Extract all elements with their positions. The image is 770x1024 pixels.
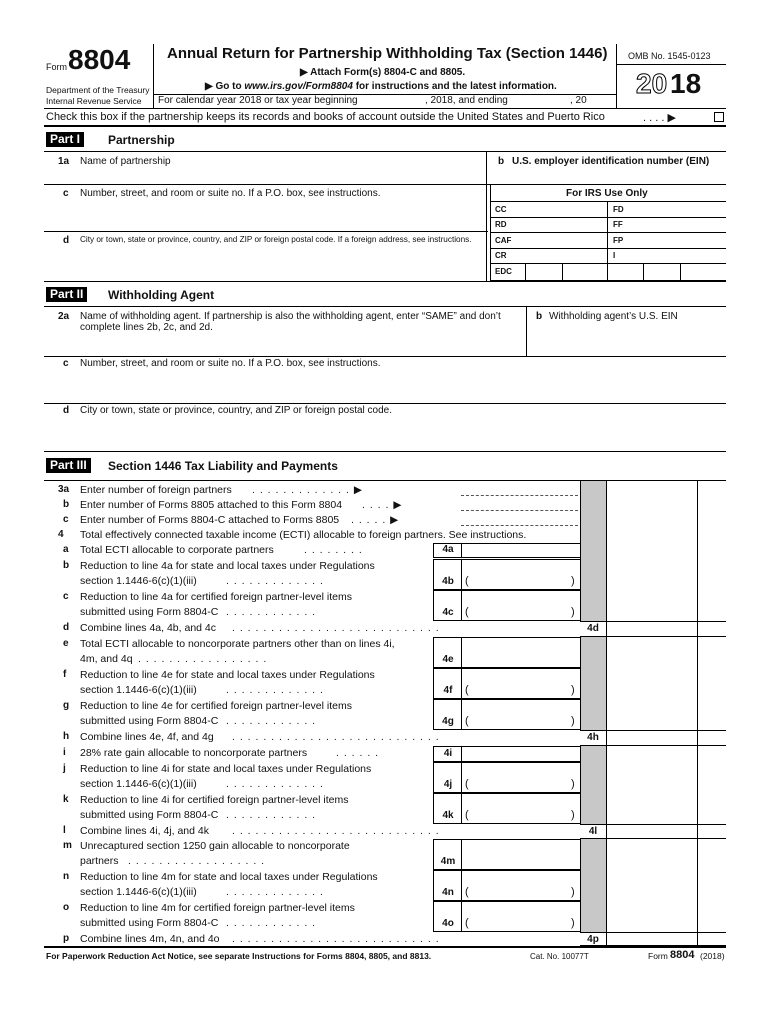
total-amount-field[interactable] [607, 932, 726, 946]
line-2d-label: City or town, state or province, country, and ZIP or foreign postal code. [80, 405, 393, 416]
line-box-divider [461, 839, 462, 870]
part1-title: Partnership [108, 133, 175, 147]
total-box-label: 4h [587, 732, 599, 743]
part1-row2-rule [44, 231, 488, 232]
irs-cr: CR [495, 251, 507, 260]
line-number: i [63, 747, 66, 758]
close-paren: ) [571, 715, 575, 727]
withholding-agent-name-field[interactable] [78, 334, 522, 354]
line-amount-field[interactable] [463, 560, 578, 589]
line-label: Combine lines 4i, 4j, and 4k [80, 825, 209, 837]
withholding-agent-city-field[interactable] [78, 418, 722, 446]
irs-fp: FP [613, 236, 624, 245]
open-paren: ( [465, 575, 469, 587]
line-1b-number: b [498, 156, 505, 167]
line-2c-label: Number, street, and room or suite no. If a P.O. box, see instructions. [80, 358, 381, 369]
close-paren: ) [571, 809, 575, 821]
dot-leader: . . . . . . . . . . . . . [226, 684, 324, 696]
line-number: b [63, 560, 70, 571]
dot-leader: . . . . ▶ [362, 499, 403, 511]
line-number: n [63, 871, 70, 882]
line-label-continued: 4m, and 4q [80, 653, 133, 665]
line-box-divider [461, 637, 462, 668]
close-paren: ) [571, 917, 575, 929]
dot-leader: . . . . . . . . . . . . . . . . . . . . . . . . . . . [232, 825, 440, 837]
line-number: l [63, 825, 66, 836]
line-number: p [63, 933, 70, 944]
total-box-label: 4l [588, 826, 598, 837]
line-2a-label-1: Name of withholding agent. If partnership is also the withholding agent, enter “SAME” and don’t [80, 311, 501, 322]
dot-leader: . . . . . . . . . . . . . . . . . [138, 653, 268, 665]
count-entry-field[interactable] [461, 498, 578, 511]
dot-leader: . . . . . . . . . . . . [226, 606, 317, 618]
line-1d-number: d [63, 235, 70, 246]
withholding-agent-street-field[interactable] [78, 372, 722, 400]
line-label: Enter number of Forms 8804-C attached to Forms 8805 [80, 514, 340, 526]
line-label: Reduction to line 4i for certified foreign partner-level items [80, 794, 349, 806]
open-paren: ( [465, 606, 469, 618]
open-paren: ( [465, 715, 469, 727]
part1-top-rule [44, 125, 726, 127]
line-label-continued: section 1.1446-6(c)(1)(iii) [80, 684, 197, 696]
line-box-label: 4f [443, 685, 453, 696]
year-outline: 20 [636, 68, 668, 99]
line-box-divider [461, 699, 462, 730]
year-suffix-label: , 20 [570, 95, 587, 106]
part2-bottom-rule [44, 451, 726, 452]
header-bottom-rule [44, 108, 726, 109]
line-amount-field[interactable] [463, 871, 578, 900]
form-number: 8804 [68, 44, 131, 75]
amount-column-left-edge [606, 481, 607, 946]
and-ending-label: , 2018, and ending [425, 95, 508, 106]
part1-bottom-rule [44, 281, 726, 282]
open-paren: ( [465, 684, 469, 696]
line-number: c [63, 514, 69, 525]
open-paren: ( [465, 809, 469, 821]
total-amount-field[interactable] [607, 824, 726, 839]
total-box-label: 4d [587, 623, 599, 634]
footer-form-number: 8804 [670, 949, 695, 961]
partnership-city-field[interactable] [78, 246, 482, 278]
shaded-column-left-edge [580, 481, 581, 946]
line-1a-number: 1a [58, 156, 70, 167]
dot-leader: . . . . . . . . . . . . . . . . . . . . . . . . . . . [232, 731, 440, 743]
line-label-continued: submitted using Form 8804-C [80, 715, 219, 727]
part3-label: Part III [46, 458, 91, 473]
line-label: Reduction to line 4e for state and local taxes under Regulations [80, 669, 375, 681]
line-number: c [63, 591, 69, 602]
partnership-ein-field[interactable] [490, 168, 724, 184]
shaded-column-b [580, 637, 606, 731]
line-label: Combine lines 4a, 4b, and 4c [80, 622, 217, 634]
form-url-link[interactable]: www.irs.gov/Form8804 [244, 81, 353, 92]
line-amount-field[interactable] [463, 794, 578, 823]
omb-number: OMB No. 1545-0123 [628, 51, 711, 61]
line-amount-field[interactable] [463, 747, 578, 761]
line-number: a [63, 544, 69, 555]
irs-i: I [613, 251, 616, 260]
form-word: Form [46, 62, 67, 72]
calendar-year-label: For calendar year 2018 or tax year beginning [158, 95, 358, 106]
count-entry-field[interactable] [461, 483, 578, 496]
header-divider-left [153, 44, 154, 108]
part3-bottom-rule [44, 946, 726, 948]
close-paren: ) [571, 606, 575, 618]
line-2a-label-2: complete lines 2b, 2c, and 2d. [80, 322, 213, 333]
amount-column-cents-divider [697, 481, 698, 946]
line-box-divider [461, 543, 462, 558]
records-outside-us-label: Check this box if the partnership keeps its records and books of account outside the United States and Puerto Rico [46, 111, 605, 123]
line-label: Reduction to line 4a for state and local taxes under Regulations [80, 560, 375, 572]
line-label-continued: submitted using Form 8804-C [80, 809, 219, 821]
line-label: Reduction to line 4e for certified foreign partner-level items [80, 700, 352, 712]
line-1b-label: U.S. employer identification number (EIN) [512, 156, 710, 167]
line-number: 3a [58, 484, 70, 495]
line-box-divider [461, 901, 462, 932]
line-label: Reduction to line 4m for state and local taxes under Regulations [80, 871, 378, 883]
withholding-agent-ein-field[interactable] [530, 324, 724, 354]
line-amount-field[interactable] [463, 763, 578, 792]
total-box-label: 4p [587, 934, 599, 945]
dot-leader: . . . . . . . . . . . . [226, 809, 317, 821]
line-label: Combine lines 4e, 4f, and 4g [80, 731, 214, 743]
part2-row1-rule [44, 356, 726, 357]
line-2b-label: Withholding agent’s U.S. EIN [549, 311, 678, 322]
part3-title: Section 1446 Tax Liability and Payments [108, 459, 338, 473]
line-number: f [63, 669, 67, 680]
line-1c-number: c [63, 188, 69, 199]
line-label: Reduction to line 4i for state and local taxes under Regulations [80, 763, 372, 775]
shaded-column-d [580, 839, 606, 933]
paperwork-notice: For Paperwork Reduction Act Notice, see separate Instructions for Forms 8804, 8805, and 8813. [46, 951, 432, 961]
line-label-continued: partners [80, 855, 119, 867]
partnership-name-field[interactable] [78, 168, 486, 184]
line-box-label: 4b [442, 576, 454, 587]
line-box-divider [461, 793, 462, 824]
line-number: h [63, 731, 70, 742]
line-label-continued: submitted using Form 8804-C [80, 606, 219, 618]
part2-vertical-divider [526, 306, 527, 356]
line-label-continued: section 1.1446-6(c)(1)(iii) [80, 886, 197, 898]
dot-leader: . . . . . . . . . . . . . . . . . . . . . . . . . . . [232, 933, 440, 945]
part2-row2-rule [44, 403, 726, 404]
open-paren: ( [465, 886, 469, 898]
line-label: Enter number of Forms 8805 attached to this Form 8804 [80, 499, 343, 511]
total-amount-field[interactable] [607, 621, 726, 637]
line-box-divider [461, 746, 462, 762]
close-paren: ) [571, 684, 575, 696]
catalog-number: Cat. No. 10077T [530, 952, 589, 961]
line-number: k [63, 794, 69, 805]
line-amount-field[interactable] [463, 638, 578, 667]
attach-instruction: ▶ Attach Form(s) 8804-C and 8805. [300, 67, 466, 78]
line-label-continued: section 1.1446-6(c)(1)(iii) [80, 778, 197, 790]
line-label: Total ECTI allocable to noncorporate partners other than on lines 4i, [80, 638, 395, 650]
dot-leader: . . . . . . . . . . . . . [226, 575, 324, 587]
dot-leader: . . . . . . . . . . . . . . . . . . . . . . . . . . . [232, 622, 440, 634]
line-1a-label: Name of partnership [80, 156, 171, 167]
line-amount-field[interactable] [463, 591, 578, 620]
dot-leader: . . . . . . . . [304, 544, 363, 556]
line-box-label: 4o [442, 918, 454, 929]
dot-leader: . . . . . . . . . . . . . . . . . . [128, 855, 266, 867]
line-label: Combine lines 4m, 4n, and 4o [80, 933, 220, 945]
line-number: d [63, 622, 70, 633]
line-label: Reduction to line 4m for certified foreign partner-level items [80, 902, 355, 914]
part3-title-rule [44, 480, 726, 481]
line-box-divider [461, 870, 462, 901]
irs-caf: CAF [495, 236, 512, 245]
open-paren: ( [465, 778, 469, 790]
line-box-label: 4k [442, 810, 454, 821]
irs-rd: RD [495, 220, 507, 229]
dot-leader: . . . . . . . . . . . . . [226, 886, 324, 898]
line-number: b [63, 499, 70, 510]
records-outside-us-checkbox[interactable] [714, 112, 724, 122]
line-1d-label: City or town, state or province, country, and ZIP or foreign postal code. If a foreign address, see instructions. [80, 235, 472, 244]
line-box-divider [461, 668, 462, 699]
line-box-label: 4n [442, 887, 454, 898]
line-box-divider [461, 590, 462, 621]
dot-leader: . . . . . . . . . . . . . [226, 778, 324, 790]
dot-leader: . . . . . . . . . . . . [226, 715, 317, 727]
close-paren: ) [571, 575, 575, 587]
line-box-label: 4a [442, 544, 454, 555]
line-2a-number: 2a [58, 311, 70, 322]
line-amount-field[interactable] [463, 544, 578, 557]
line-box-label: 4g [442, 716, 454, 727]
line-2d-number: d [63, 405, 70, 416]
line-box-label: 4c [442, 607, 454, 618]
line-2b-number: b [536, 311, 543, 322]
department-line-2: Internal Revenue Service [46, 96, 142, 106]
part2-title-rule [44, 306, 726, 307]
irs-ff: FF [613, 220, 623, 229]
line-label: Reduction to line 4a for certified foreign partner-level items [80, 591, 352, 603]
part2-title: Withholding Agent [108, 288, 215, 302]
footer-form-word: Form [648, 951, 668, 961]
dot-leader: . . . . . . . . . . . . . ▶ [252, 484, 363, 496]
records-outside-us-dots: . . . . ▶ [643, 112, 676, 124]
dot-leader: . . . . . . . . . . . . [226, 917, 317, 929]
department-line-1: Department of the Treasury [46, 85, 150, 95]
line-label: Total effectively connected taxable income (ECTI) allocable to foreign partners. See instructions. [80, 529, 527, 541]
line-amount-field[interactable] [463, 902, 578, 931]
total-amount-field[interactable] [607, 730, 726, 746]
line-label: Unrecaptured section 1250 gain allocable to noncorporate [80, 840, 350, 852]
goto-instruction: ▶ Go to www.irs.gov/Form8804 for instructions and the latest information. [205, 81, 557, 92]
line-label-continued: submitted using Form 8804-C [80, 917, 219, 929]
line-amount-field[interactable] [463, 840, 578, 869]
line-box-label: 4i [443, 748, 453, 759]
line-label-continued: section 1.1446-6(c)(1)(iii) [80, 575, 197, 587]
irs-use-only-title: For IRS Use Only [566, 188, 648, 199]
close-paren: ) [571, 778, 575, 790]
part2-label: Part II [46, 287, 87, 302]
line-number: g [63, 700, 70, 711]
line-label: Total ECTI allocable to corporate partners [80, 544, 274, 556]
header-divider-right [616, 44, 617, 108]
part1-label: Part I [46, 132, 84, 147]
footer-form-year: (2018) [700, 951, 725, 961]
line-number: 4 [58, 529, 64, 540]
line-number: m [63, 840, 72, 851]
open-paren: ( [465, 917, 469, 929]
shaded-column-a [580, 481, 606, 622]
calendar-line-top [153, 94, 616, 95]
line-box-label: 4j [443, 779, 453, 790]
shaded-column-c [580, 746, 606, 824]
dot-leader: . . . . . . [336, 747, 380, 759]
partnership-street-field[interactable] [78, 200, 482, 228]
year-bold: 18 [670, 68, 702, 99]
line-box-label: 4e [442, 654, 454, 665]
part1-vertical-divider [486, 151, 487, 281]
irs-cc: CC [495, 205, 507, 214]
close-paren: ) [571, 886, 575, 898]
line-amount-field[interactable] [463, 700, 578, 729]
irs-fd: FD [613, 205, 624, 214]
irs-edc: EDC [495, 267, 512, 276]
line-box-label: 4m [440, 856, 456, 867]
line-box-divider [461, 762, 462, 793]
line-number: o [63, 902, 70, 913]
line-amount-field[interactable] [463, 669, 578, 698]
omb-divider [616, 64, 726, 65]
line-number: e [63, 638, 69, 649]
line-label: 28% rate gain allocable to noncorporate partners [80, 747, 308, 759]
part1-title-rule [44, 151, 726, 152]
line-box-divider [461, 559, 462, 590]
count-entry-field[interactable] [461, 513, 578, 526]
line-label: Enter number of foreign partners [80, 484, 232, 496]
form-title: Annual Return for Partnership Withholding Tax (Section 1446) [167, 45, 608, 62]
line-number: j [63, 763, 66, 774]
line-1c-label: Number, street, and room or suite no. If a P.O. box, see instructions. [80, 188, 381, 199]
line-2c-number: c [63, 358, 69, 369]
dot-leader: . . . . . ▶ [351, 514, 400, 526]
